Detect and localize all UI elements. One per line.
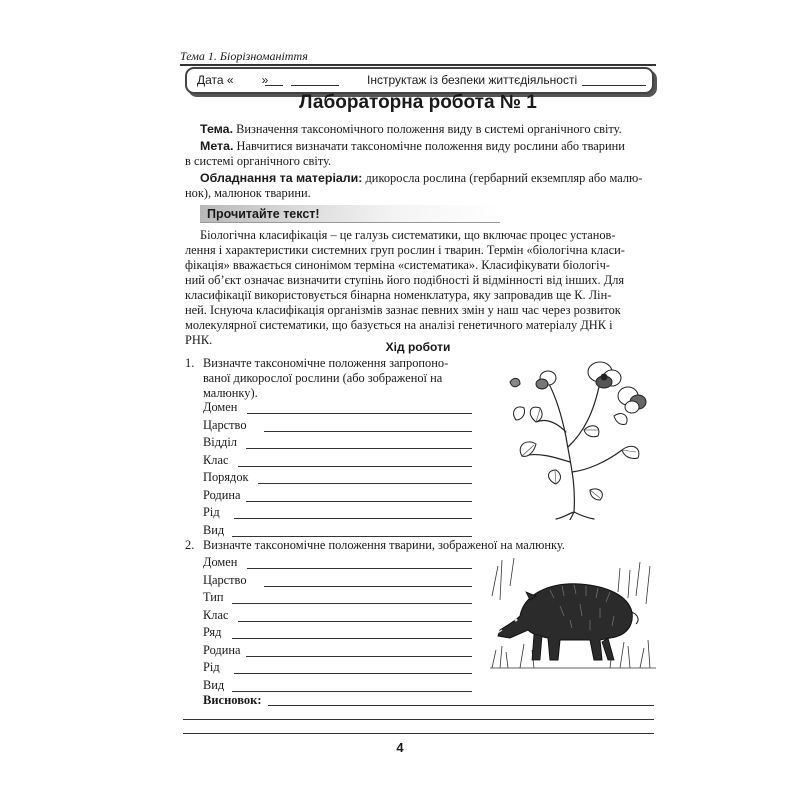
answer-line-клас[interactable] bbox=[238, 621, 472, 622]
field-label-ряд: Ряд bbox=[203, 625, 222, 639]
field-label-вид: Вид bbox=[203, 677, 225, 692]
answer-line-царство[interactable] bbox=[264, 586, 472, 587]
reading-line: лення і характеристики системних груп рослин і тварин. Термін «біологічна класи- bbox=[185, 243, 625, 257]
answer-line-вид[interactable] bbox=[232, 691, 472, 692]
banner-underline bbox=[200, 222, 500, 223]
field-label-царство: Царство bbox=[203, 417, 247, 432]
reading-line: класифікації використовується бінарна номенклатура, яку запровадив ще К. Лін- bbox=[185, 288, 612, 302]
section-title: Тема 1. Біорізноманіття bbox=[180, 49, 308, 63]
task2-number: 2. bbox=[185, 538, 195, 552]
procedure-heading: Хід роботи bbox=[385, 340, 451, 354]
safety-blank[interactable] bbox=[582, 85, 646, 86]
answer-line-царство[interactable] bbox=[264, 431, 472, 432]
goal-line-2: в системі органічного світу. bbox=[185, 154, 332, 168]
field-label-домен: Домен bbox=[203, 555, 238, 569]
answer-line-порядок[interactable] bbox=[258, 483, 472, 484]
date-label: Дата « » bbox=[197, 73, 269, 87]
answer-line-тип[interactable] bbox=[232, 603, 472, 604]
materials-line-2: нок), малюнок тварини. bbox=[185, 186, 311, 200]
date-month-blank[interactable] bbox=[291, 85, 339, 86]
field-label-клас: Клас bbox=[203, 452, 229, 467]
materials-line: Обладнання та матеріали: дикоросла рослина (гербарний екземпляр або малю- bbox=[200, 171, 643, 185]
conclusion-line-3[interactable] bbox=[183, 733, 654, 734]
reading-line: РНК. bbox=[185, 333, 213, 347]
goal-line: Мета. Навчитися визначати таксономічне положення виду рослини або тварини bbox=[200, 139, 625, 153]
wild-pansy-illustration bbox=[496, 352, 656, 520]
page-title: Лабораторна робота № 1 bbox=[299, 92, 537, 113]
answer-line-вид[interactable] bbox=[232, 536, 472, 537]
date-box bbox=[185, 67, 654, 94]
answer-line-родина[interactable] bbox=[246, 656, 472, 657]
field-label-тип: Тип bbox=[203, 590, 224, 604]
field-label-домен: Домен bbox=[203, 400, 238, 414]
page-number: 4 bbox=[396, 740, 404, 755]
reading-line: ний об’єкт означає визначити ступінь його подібності й відмінності від інших. Для bbox=[185, 273, 625, 287]
field-label-вид: Вид bbox=[203, 522, 225, 537]
banner-text: Прочитайте текст! bbox=[207, 207, 320, 221]
date-day-blank[interactable] bbox=[265, 85, 283, 86]
field-label-царство: Царство bbox=[203, 572, 247, 587]
reading-line: молекулярної систематики, що базується на аналізі генетичного матеріалу ДНК і bbox=[185, 318, 613, 332]
answer-line-ряд[interactable] bbox=[232, 638, 472, 639]
field-label-рід: Рід bbox=[203, 660, 220, 674]
reading-line: ней. Існуюча класифікація організмів зазнає певних змін у наш час через розвиток bbox=[185, 303, 621, 317]
task1-text-line: Визначте таксономічне положення запропоно- bbox=[203, 356, 449, 370]
field-label-родина: Родина bbox=[203, 642, 241, 657]
answer-line-клас[interactable] bbox=[238, 466, 472, 467]
answer-line-рід[interactable] bbox=[234, 518, 472, 519]
field-label-родина: Родина bbox=[203, 487, 241, 502]
field-label-порядок: Порядок bbox=[203, 470, 249, 484]
field-label-рід: Рід bbox=[203, 505, 220, 519]
answer-line-домен[interactable] bbox=[247, 413, 472, 414]
reading-line: фікація» вважається синонімом терміна «систематика». Класифікувати біологіч- bbox=[185, 258, 610, 272]
task1-text-line: ваної дикорослої рослини (або зображеної на bbox=[203, 371, 443, 385]
answer-line-рід[interactable] bbox=[234, 673, 472, 674]
task1-text-line: малюнку). bbox=[203, 386, 258, 400]
field-label-відділ: Відділ bbox=[203, 435, 237, 449]
topic-line: Тема. Визначення таксономічного положення виду в системі органічного світу. bbox=[200, 122, 622, 136]
conclusion-line-2[interactable] bbox=[183, 719, 654, 720]
answer-line-родина[interactable] bbox=[246, 501, 472, 502]
header-rule bbox=[180, 64, 656, 66]
task2-text: Визначте таксономічне положення тварини, зображеної на малюнку. bbox=[203, 538, 565, 552]
wild-boar-illustration bbox=[490, 556, 656, 672]
read-banner bbox=[200, 205, 500, 223]
task1-number: 1. bbox=[185, 356, 195, 370]
answer-line-відділ[interactable] bbox=[246, 448, 472, 449]
answer-line-домен[interactable] bbox=[247, 568, 472, 569]
conclusion-label: Висновок: bbox=[203, 693, 262, 707]
safety-label: Інструктаж із безпеки життєдіяльності bbox=[367, 73, 578, 87]
field-label-клас: Клас bbox=[203, 607, 229, 622]
reading-line: Біологічна класифікація – це галузь систематики, що включає процес установ- bbox=[200, 228, 616, 242]
conclusion-line-1[interactable] bbox=[268, 705, 654, 706]
